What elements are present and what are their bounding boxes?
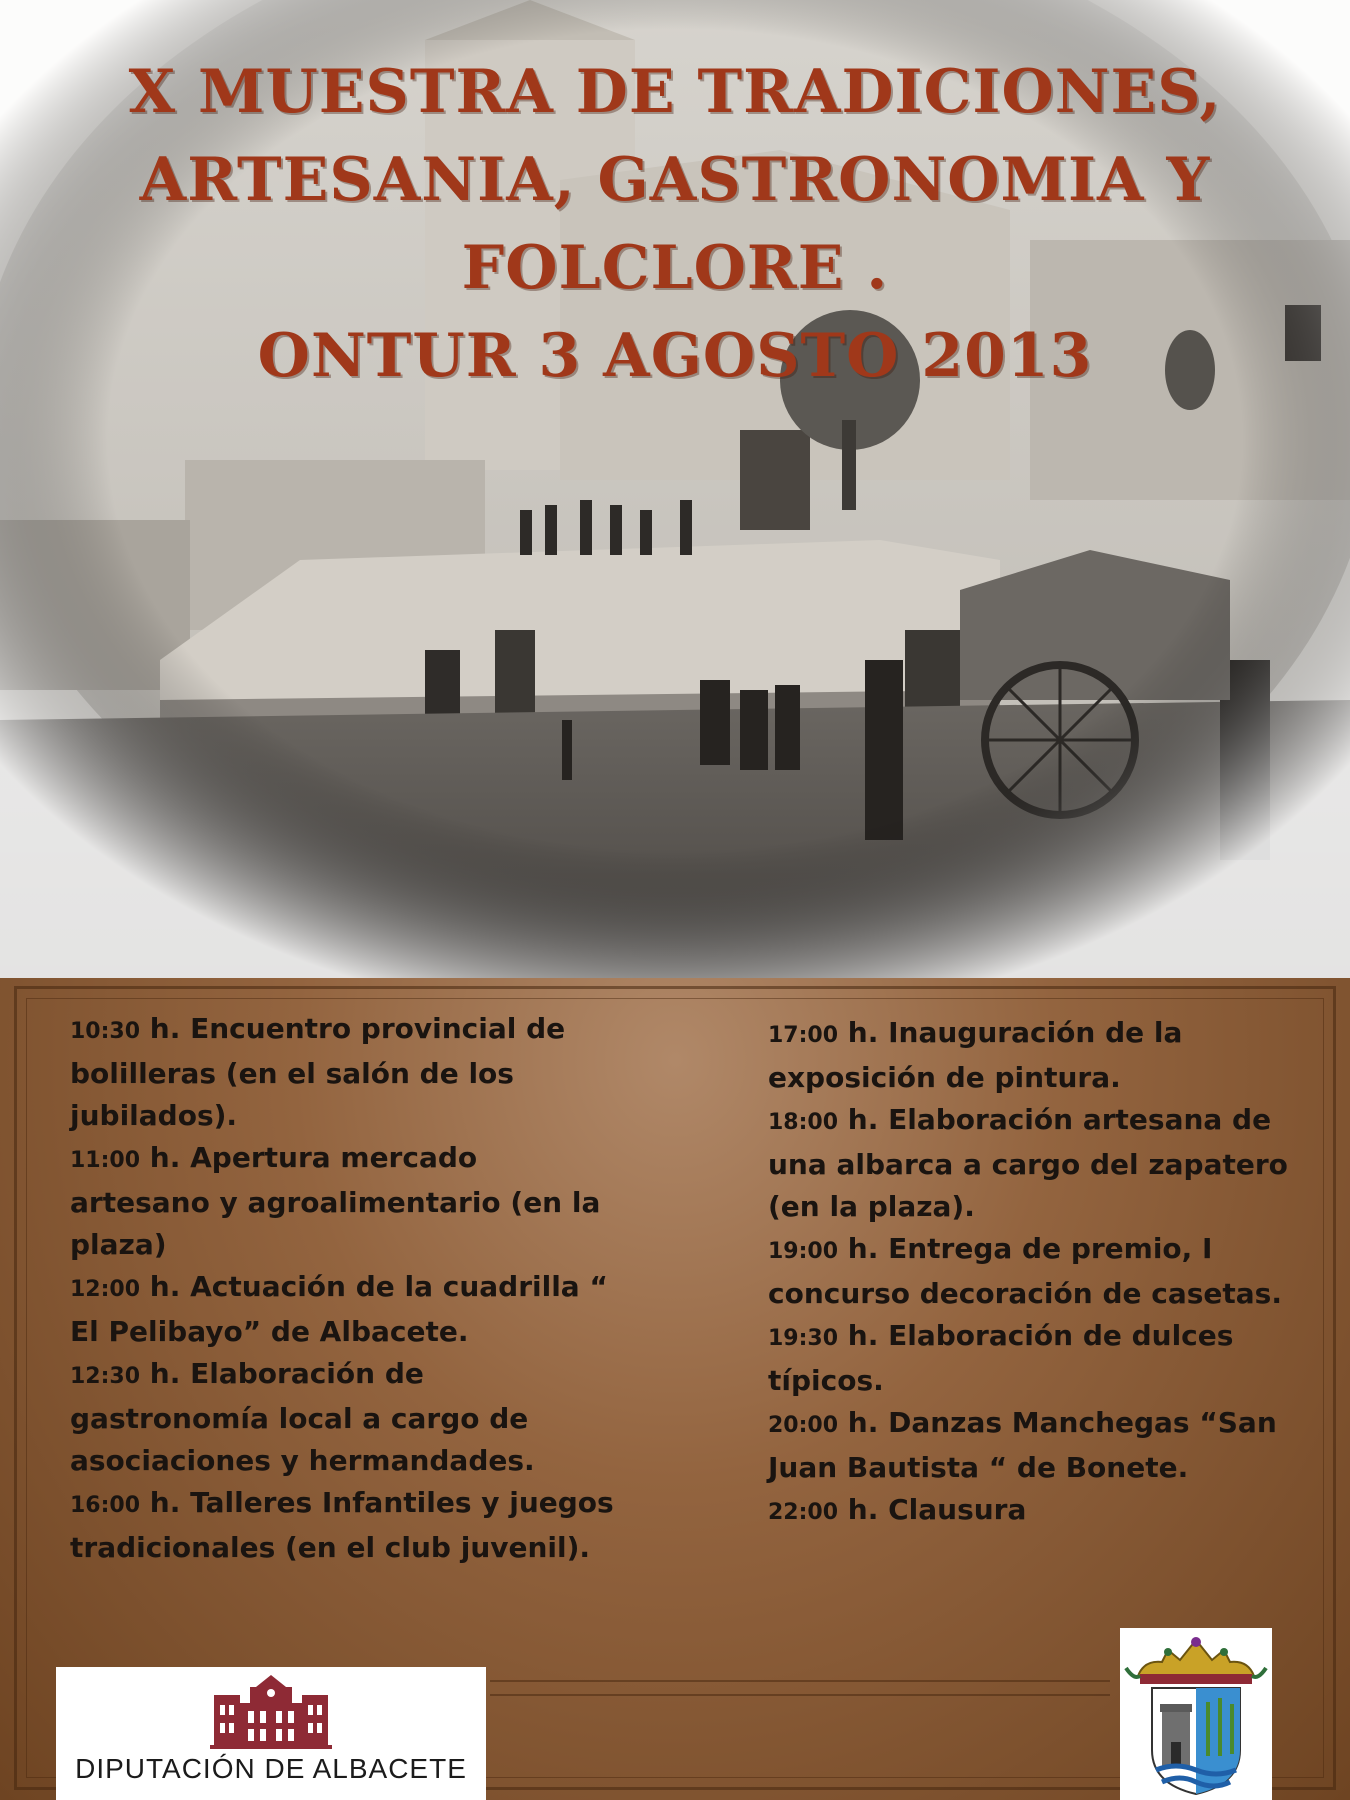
schedule-left-column bbox=[70, 1008, 620, 1569]
schedule-entry: 16:00 h. Talleres Infantiles y juegos tradicionales (en el club juvenil). bbox=[70, 1486, 614, 1564]
poster-title bbox=[0, 48, 1350, 400]
title-line-3: FOLCLORE . bbox=[461, 233, 889, 303]
ontur-coat-of-arms-logo bbox=[1120, 1628, 1272, 1800]
building-icon bbox=[206, 1673, 336, 1749]
schedule-entry: 12:00 h. Actuación de la cuadrilla “ El Pelibayo” de Albacete. bbox=[70, 1270, 608, 1348]
schedule-entry: 19:00 h. Entrega de premio, I concurso decoración de casetas. bbox=[768, 1232, 1282, 1310]
schedule-entry: 18:00 h. Elaboración artesana de una albarca a cargo del zapatero (en la plaza). bbox=[768, 1103, 1288, 1223]
title-line-4: ONTUR 3 AGOSTO 2013 bbox=[257, 321, 1093, 391]
schedule-entry: 12:30 h. Elaboración de gastronomía local a cargo de asociaciones y hermandades. bbox=[70, 1357, 535, 1477]
schedule-entry: 17:00 h. Inauguración de la exposición de pintura. bbox=[768, 1016, 1183, 1094]
schedule-right-column bbox=[768, 1012, 1308, 1534]
coat-of-arms-icon bbox=[1124, 1632, 1268, 1796]
diputacion-albacete-logo bbox=[56, 1667, 486, 1800]
schedule-entry: 20:00 h. Danzas Manchegas “San Juan Bautista “ de Bonete. bbox=[768, 1406, 1277, 1484]
schedule-entry: 19:30 h. Elaboración de dulces típicos. bbox=[768, 1319, 1234, 1397]
decorative-scroll bbox=[490, 1680, 1110, 1696]
title-line-1: X MUESTRA DE TRADICIONES, bbox=[128, 57, 1222, 127]
title-line-2: ARTESANIA, GASTRONOMIA Y bbox=[139, 145, 1211, 215]
diputacion-logo-text: DIPUTACIÓN DE ALBACETE bbox=[75, 1753, 467, 1784]
schedule-entry: 22:00 h. Clausura bbox=[768, 1493, 1027, 1526]
schedule-entry: 10:30 h. Encuentro provincial de bolilleras (en el salón de los jubilados). bbox=[70, 1012, 566, 1132]
schedule-entry: 11:00 h. Apertura mercado artesano y agroalimentario (en la plaza) bbox=[70, 1141, 601, 1261]
